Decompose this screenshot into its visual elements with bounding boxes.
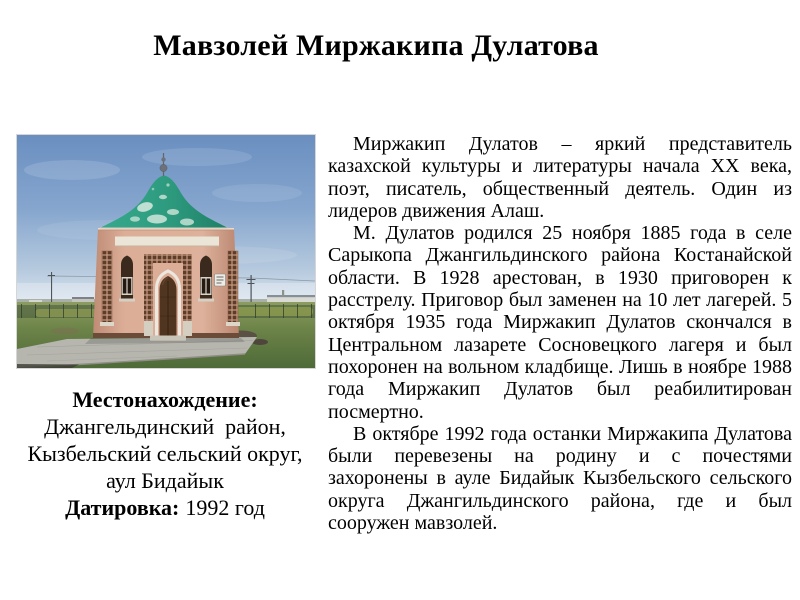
location-label: Местонахождение: — [72, 387, 258, 412]
biography-paragraph-2: М. Дулатов родился 25 ноября 1885 года в селе Сарыкопа Джангильдинского района Костанайской области. В 1928 арестован, в 1930 приговорен к расстрелу. Приговор был заменен на 10 лет лагерей. 5 октября 1935 года Миржакип Дулатов скончался в Центральном лазарете Сосновецкого лагеря и был похоронен на вольном кладбище. Лишь в ноябре 1988 года Миржакип Дулатов был реабилитирован посмертно. — [328, 222, 792, 423]
location-line-1: Джангельдинский район, — [44, 414, 286, 439]
location-line-3: аул Бидайык — [106, 468, 224, 493]
biography-paragraph-3: В октябре 1992 года останки Миржакипа Дулатова были перевезены на родину и с почестями захоронены в ауле Бидайык Кызбельского сельского округа Джангильдинского района, где и был сооружен мавзолей. — [328, 422, 792, 535]
dating-line — [10, 494, 320, 521]
location-line-2: Кызбельский сельский округ, — [27, 441, 303, 466]
page-title: Мавзолей Миржакипа Дулатова — [153, 29, 599, 62]
biography-text — [328, 133, 792, 534]
dating-value: 1992 год — [185, 495, 265, 520]
corner-panel-right — [226, 251, 240, 326]
entrance-step — [150, 336, 186, 342]
mausoleum-photo-drawing — [17, 135, 315, 368]
white-frieze-band — [115, 237, 219, 247]
window-right — [198, 256, 214, 302]
mausoleum-photo — [16, 134, 316, 369]
window-left — [119, 256, 135, 302]
biography-paragraph-1: Миржакип Дулатов – яркий представитель казахской культуры и литературы начала XX века, поэт, писатель, общественный деятель. Один из лидеров движения Алаш. — [328, 133, 792, 222]
entrance-portal — [144, 254, 192, 342]
dating-label: Датировка: — [65, 495, 180, 520]
corner-panel-left — [100, 251, 114, 326]
wall-plaque — [215, 274, 226, 286]
photo-caption — [10, 386, 320, 521]
